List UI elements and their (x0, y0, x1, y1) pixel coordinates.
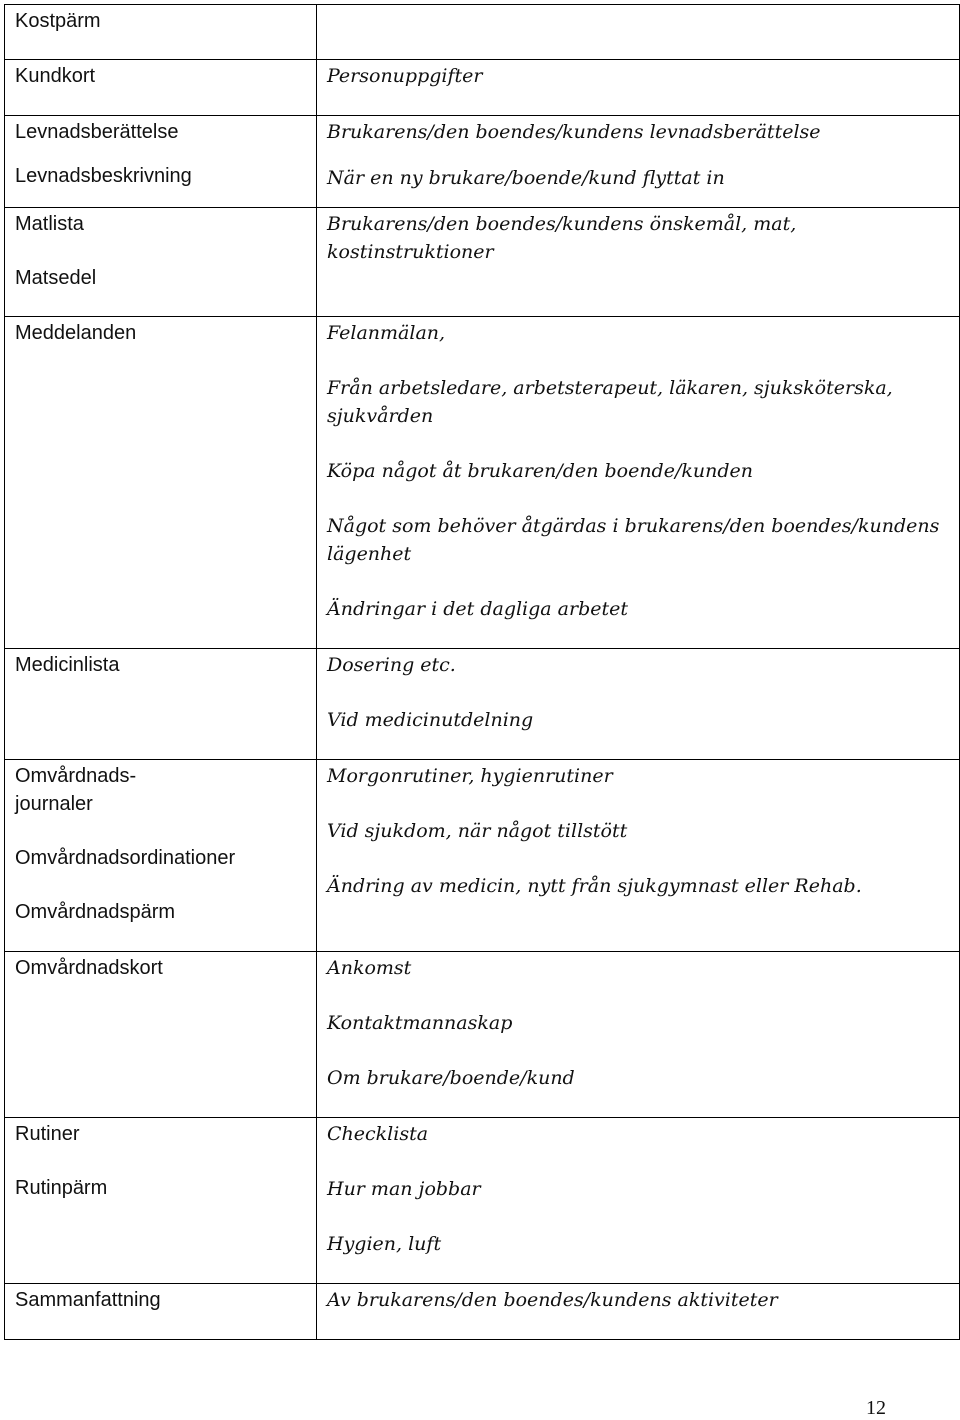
binder-description: Av brukarens/den boendes/kundens aktiviteter (327, 1289, 778, 1311)
binder-name-cell (5, 208, 317, 317)
binder-description: Kontaktmannaskap (327, 1012, 513, 1034)
binder-name-cell (5, 317, 317, 649)
table-row (5, 952, 960, 1118)
table-row (5, 760, 960, 952)
binder-description-cell (317, 1118, 960, 1284)
binder-description: När en ny brukare/boende/kund flyttat in (327, 167, 725, 189)
table-row (5, 1118, 960, 1284)
binder-name: Medicinlista (15, 654, 120, 676)
binder-description: Checklista (327, 1123, 429, 1145)
binder-description: Hur man jobbar (327, 1178, 481, 1200)
binder-description-cell (317, 60, 960, 116)
table-row (5, 1284, 960, 1340)
binder-description-cell (317, 1284, 960, 1340)
table-row (5, 5, 960, 60)
binder-name: Levnadsbeskrivning (15, 165, 192, 187)
binder-description: Vid sjukdom, när något tillstött (327, 820, 628, 842)
binder-description: Något som behöver åtgärdas i brukarens/den boendes/kundens lägenhet (327, 515, 940, 565)
binder-description: Felanmälan, (327, 322, 446, 344)
binder-description: Ankomst (327, 957, 412, 979)
binder-name: Kostpärm (15, 10, 101, 32)
table-row (5, 317, 960, 649)
binder-description-cell (317, 649, 960, 760)
binder-name: Omvårdnadspärm (15, 901, 176, 923)
binder-name: Kundkort (15, 65, 96, 87)
binder-name: Meddelanden (15, 322, 137, 344)
binder-description: Från arbetsledare, arbetsterapeut, läkaren, sjuksköterska, sjukvården (327, 377, 893, 427)
binder-description: Brukarens/den boendes/kundens levnadsberättelse (327, 121, 821, 143)
binder-contents-table (4, 4, 960, 1340)
page-number: 12 (866, 1397, 886, 1419)
table-row (5, 649, 960, 760)
binder-description-cell (317, 116, 960, 208)
binder-name: Rutiner (15, 1123, 80, 1145)
binder-name-cell (5, 1284, 317, 1340)
binder-name: Omvårdnadskort (15, 957, 163, 979)
binder-name-cell (5, 760, 317, 952)
binder-description: Morgonrutiner, hygienrutiner (327, 765, 613, 787)
binder-description-cell (317, 952, 960, 1118)
binder-name: Omvårdnads-journaler (15, 765, 137, 815)
binder-description-cell (317, 208, 960, 317)
binder-name-cell (5, 952, 317, 1118)
binder-description: Köpa något åt brukaren/den boende/kunden (327, 460, 753, 482)
binder-name-cell (5, 1118, 317, 1284)
binder-name: Sammanfattning (15, 1289, 161, 1311)
table-row (5, 60, 960, 116)
binder-name: Matlista (15, 213, 84, 235)
binder-description-cell (317, 760, 960, 952)
binder-name-cell (5, 649, 317, 760)
binder-name-cell (5, 116, 317, 208)
table-row (5, 116, 960, 208)
binder-description: Brukarens/den boendes/kundens önskemål, mat, kostinstruktioner (327, 213, 797, 263)
binder-description: Personuppgifter (327, 65, 483, 87)
binder-description: Om brukare/boende/kund (327, 1067, 575, 1089)
binder-name: Levnadsberättelse (15, 121, 179, 143)
binder-description: Vid medicinutdelning (327, 709, 534, 731)
table-row (5, 208, 960, 317)
binder-name: Rutinpärm (15, 1177, 108, 1199)
binder-name-cell (5, 60, 317, 116)
binder-name: Omvårdnadsordinationer (15, 847, 236, 869)
binder-description-cell (317, 5, 960, 60)
binder-name: Matsedel (15, 267, 97, 289)
binder-description: Hygien, luft (327, 1233, 442, 1255)
binder-description: Ändringar i det dagliga arbetet (327, 598, 628, 620)
binder-description-cell (317, 317, 960, 649)
binder-name-cell (5, 5, 317, 60)
binder-description: Ändring av medicin, nytt från sjukgymnast eller Rehab. (327, 875, 862, 897)
binder-description: Dosering etc. (327, 654, 456, 676)
